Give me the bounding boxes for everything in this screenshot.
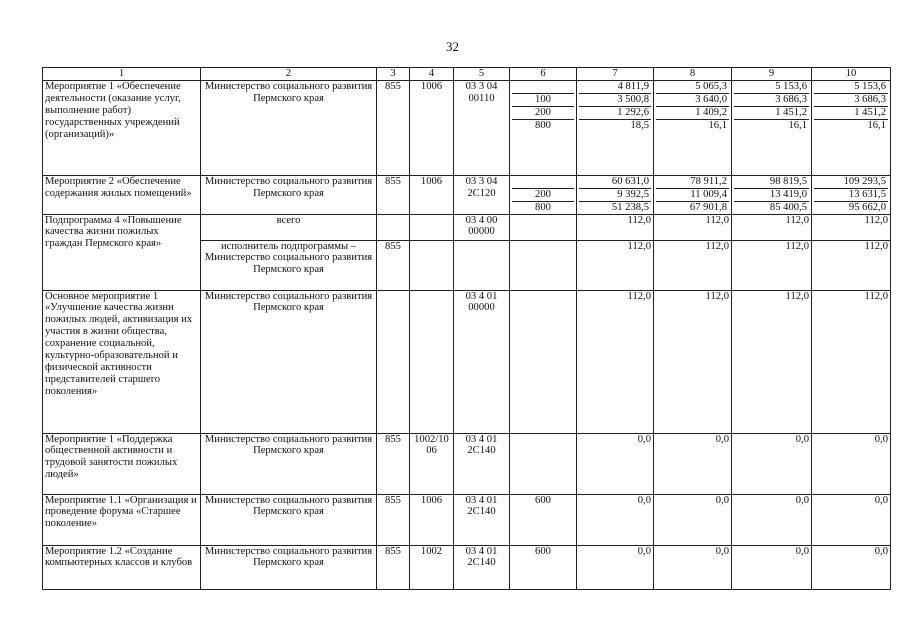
sub-cell: 1 292,6 [579,106,651,119]
sub-cell: 109 293,5 [843,175,886,187]
sub-cell: 5 065,3 [695,80,727,92]
col10-stack [812,80,891,175]
sub-cell: 3 686,3 [734,93,809,106]
value-col9: 112,0 [732,240,812,290]
code-col4 [410,240,454,290]
code-col3: 855 [377,545,410,589]
activity-name: Мероприятие 1.1 «Организация и проведение форума «Старшее поколение» [43,494,201,545]
code-col3: 855 [377,240,410,290]
code-col6 [510,240,577,290]
code-col3: 855 [377,175,410,214]
executor: Министерство социального развития Пермского края [201,175,377,214]
value-col7: 112,0 [577,240,654,290]
table-row [43,545,891,589]
sub-cell: 200 [512,188,574,201]
sub-cell: 13 631,5 [814,188,888,201]
col8-stack [654,175,732,214]
code-col6 [510,214,577,240]
sub-cell: 16,1 [734,119,809,132]
code-col3 [377,214,410,240]
sub-cell: 5 153,6 [775,80,807,92]
code-col3: 855 [377,80,410,175]
col10-stack [812,175,891,214]
code-col5: 03 4 00 00000 [454,214,510,240]
table-row [43,214,891,240]
header-cell: 7 [577,68,654,81]
sub-cell: 3 640,0 [656,93,729,106]
code-col5: 03 4 01 00000 [454,290,510,433]
value-col7: 112,0 [577,290,654,433]
table-row [43,80,891,175]
sub-cell: 200 [512,106,574,119]
value-col8: 0,0 [654,545,732,589]
code-col4 [410,290,454,433]
sub-cell: 100 [512,93,574,106]
code-col4: 1006 [410,80,454,175]
value-col7: 112,0 [577,214,654,240]
code-col6: 600 [510,545,577,589]
sub-cell: 11 009,4 [656,188,729,201]
activity-name: Мероприятие 1 «Поддержка общественной активности и трудовой занятости пожилых людей» [43,433,201,494]
value-col10: 112,0 [812,214,891,240]
col6-stack [510,175,577,214]
code-col5: 03 4 01 2С140 [454,494,510,545]
value-col7: 0,0 [577,494,654,545]
executor: Министерство социального развития Пермского края [201,545,377,589]
value-col9: 112,0 [732,290,812,433]
code-col6: 600 [510,494,577,545]
sub-cell: 85 400,5 [734,201,809,214]
sub-cell: 67 901,8 [656,201,729,214]
value-col9: 0,0 [732,433,812,494]
code-col4: 1006 [410,175,454,214]
sub-cell: 3 686,3 [814,93,888,106]
executor: Министерство социального развития Пермского края [201,290,377,433]
header-cell: 5 [454,68,510,81]
col6-stack [510,80,577,175]
header-cell: 10 [812,68,891,81]
value-col9: 0,0 [732,545,812,589]
code-col3: 855 [377,433,410,494]
col7-stack [577,80,654,175]
activity-name: Мероприятие 1.2 «Создание компьютерных классов и клубов [43,545,201,589]
budget-table [42,67,891,590]
code-col5: 03 3 04 2С120 [454,175,510,214]
header-cell: 6 [510,68,577,81]
header-cell: 1 [43,68,201,81]
table-row [43,433,891,494]
sub-cell: 1 409,2 [656,106,729,119]
header-cell: 8 [654,68,732,81]
value-col10: 0,0 [812,494,891,545]
value-col7: 0,0 [577,433,654,494]
sub-cell: 95 662,0 [814,201,888,214]
header-cell: 2 [201,68,377,81]
header-cell: 3 [377,68,410,81]
executor: Министерство социального развития Пермского края [201,80,377,175]
code-col5: 03 4 01 2С140 [454,433,510,494]
executor-total: всего [201,214,377,240]
sub-cell: 16,1 [814,119,888,132]
sub-cell: 60 631,0 [611,175,649,187]
value-col8: 112,0 [654,240,732,290]
sub-cell: 3 500,8 [579,93,651,106]
value-col10: 0,0 [812,433,891,494]
header-cell: 4 [410,68,454,81]
code-col5: 03 3 04 00110 [454,80,510,175]
sub-cell: 5 153,6 [854,80,886,92]
sub-cell: 1 451,2 [734,106,809,119]
code-col4: 1006 [410,494,454,545]
activity-name: Основное мероприятие 1 «Улучшение качества жизни пожилых людей, активизация их участия в жизни общества, сохранение социальной, культурно-образовательной и физической активности представителей старшего поколения» [43,290,201,433]
sub-cell: 78 911,2 [690,175,727,187]
col7-stack [577,175,654,214]
sub-cell: 18,5 [579,119,651,132]
sub-cell: 4 811,9 [617,80,649,92]
value-col10: 0,0 [812,545,891,589]
header-row [43,68,891,81]
subprogram-name: Подпрограмма 4 «Повышение качества жизни пожилых граждан Пермского края» [43,214,201,290]
sub-cell: 98 819,5 [769,175,807,187]
table-row [43,175,891,214]
value-col8: 112,0 [654,290,732,433]
sub-cell: 13 419,0 [734,188,809,201]
activity-name: Мероприятие 2 «Обеспечение содержания жилых помещений» [43,175,201,214]
col8-stack [654,80,732,175]
sub-cell [512,81,574,93]
sub-cell: 9 392,5 [579,188,651,201]
code-col4: 1002/1006 [410,433,454,494]
code-col5: 03 4 01 2С140 [454,545,510,589]
table-row [43,494,891,545]
value-col10: 112,0 [812,240,891,290]
code-col6 [510,433,577,494]
value-col9: 112,0 [732,214,812,240]
col9-stack [732,175,812,214]
sub-cell: 800 [512,119,574,132]
sub-cell: 51 238,5 [579,201,651,214]
executor-part: исполнитель подпрограммы – Министерство социального развития Пермского края [201,240,377,290]
value-col9: 0,0 [732,494,812,545]
code-col3 [377,290,410,433]
executor: Министерство социального развития Пермского края [201,494,377,545]
code-col4: 1002 [410,545,454,589]
value-col8: 112,0 [654,214,732,240]
sub-cell [512,176,574,188]
value-col8: 0,0 [654,433,732,494]
col9-stack [732,80,812,175]
code-col3: 855 [377,494,410,545]
code-col6 [510,290,577,433]
sub-cell: 16,1 [656,119,729,132]
value-col7: 0,0 [577,545,654,589]
header-cell: 9 [732,68,812,81]
activity-name: Мероприятие 1 «Обеспечение деятельности (оказание услуг, выполнение работ) государственных учреждений (организаций)» [43,80,201,175]
sub-cell: 1 451,2 [814,106,888,119]
executor: Министерство социального развития Пермского края [201,433,377,494]
sub-cell: 800 [512,201,574,214]
table-row [43,290,891,433]
value-col10: 112,0 [812,290,891,433]
code-col4 [410,214,454,240]
code-col5 [454,240,510,290]
value-col8: 0,0 [654,494,732,545]
page-number: 32 [446,39,459,54]
